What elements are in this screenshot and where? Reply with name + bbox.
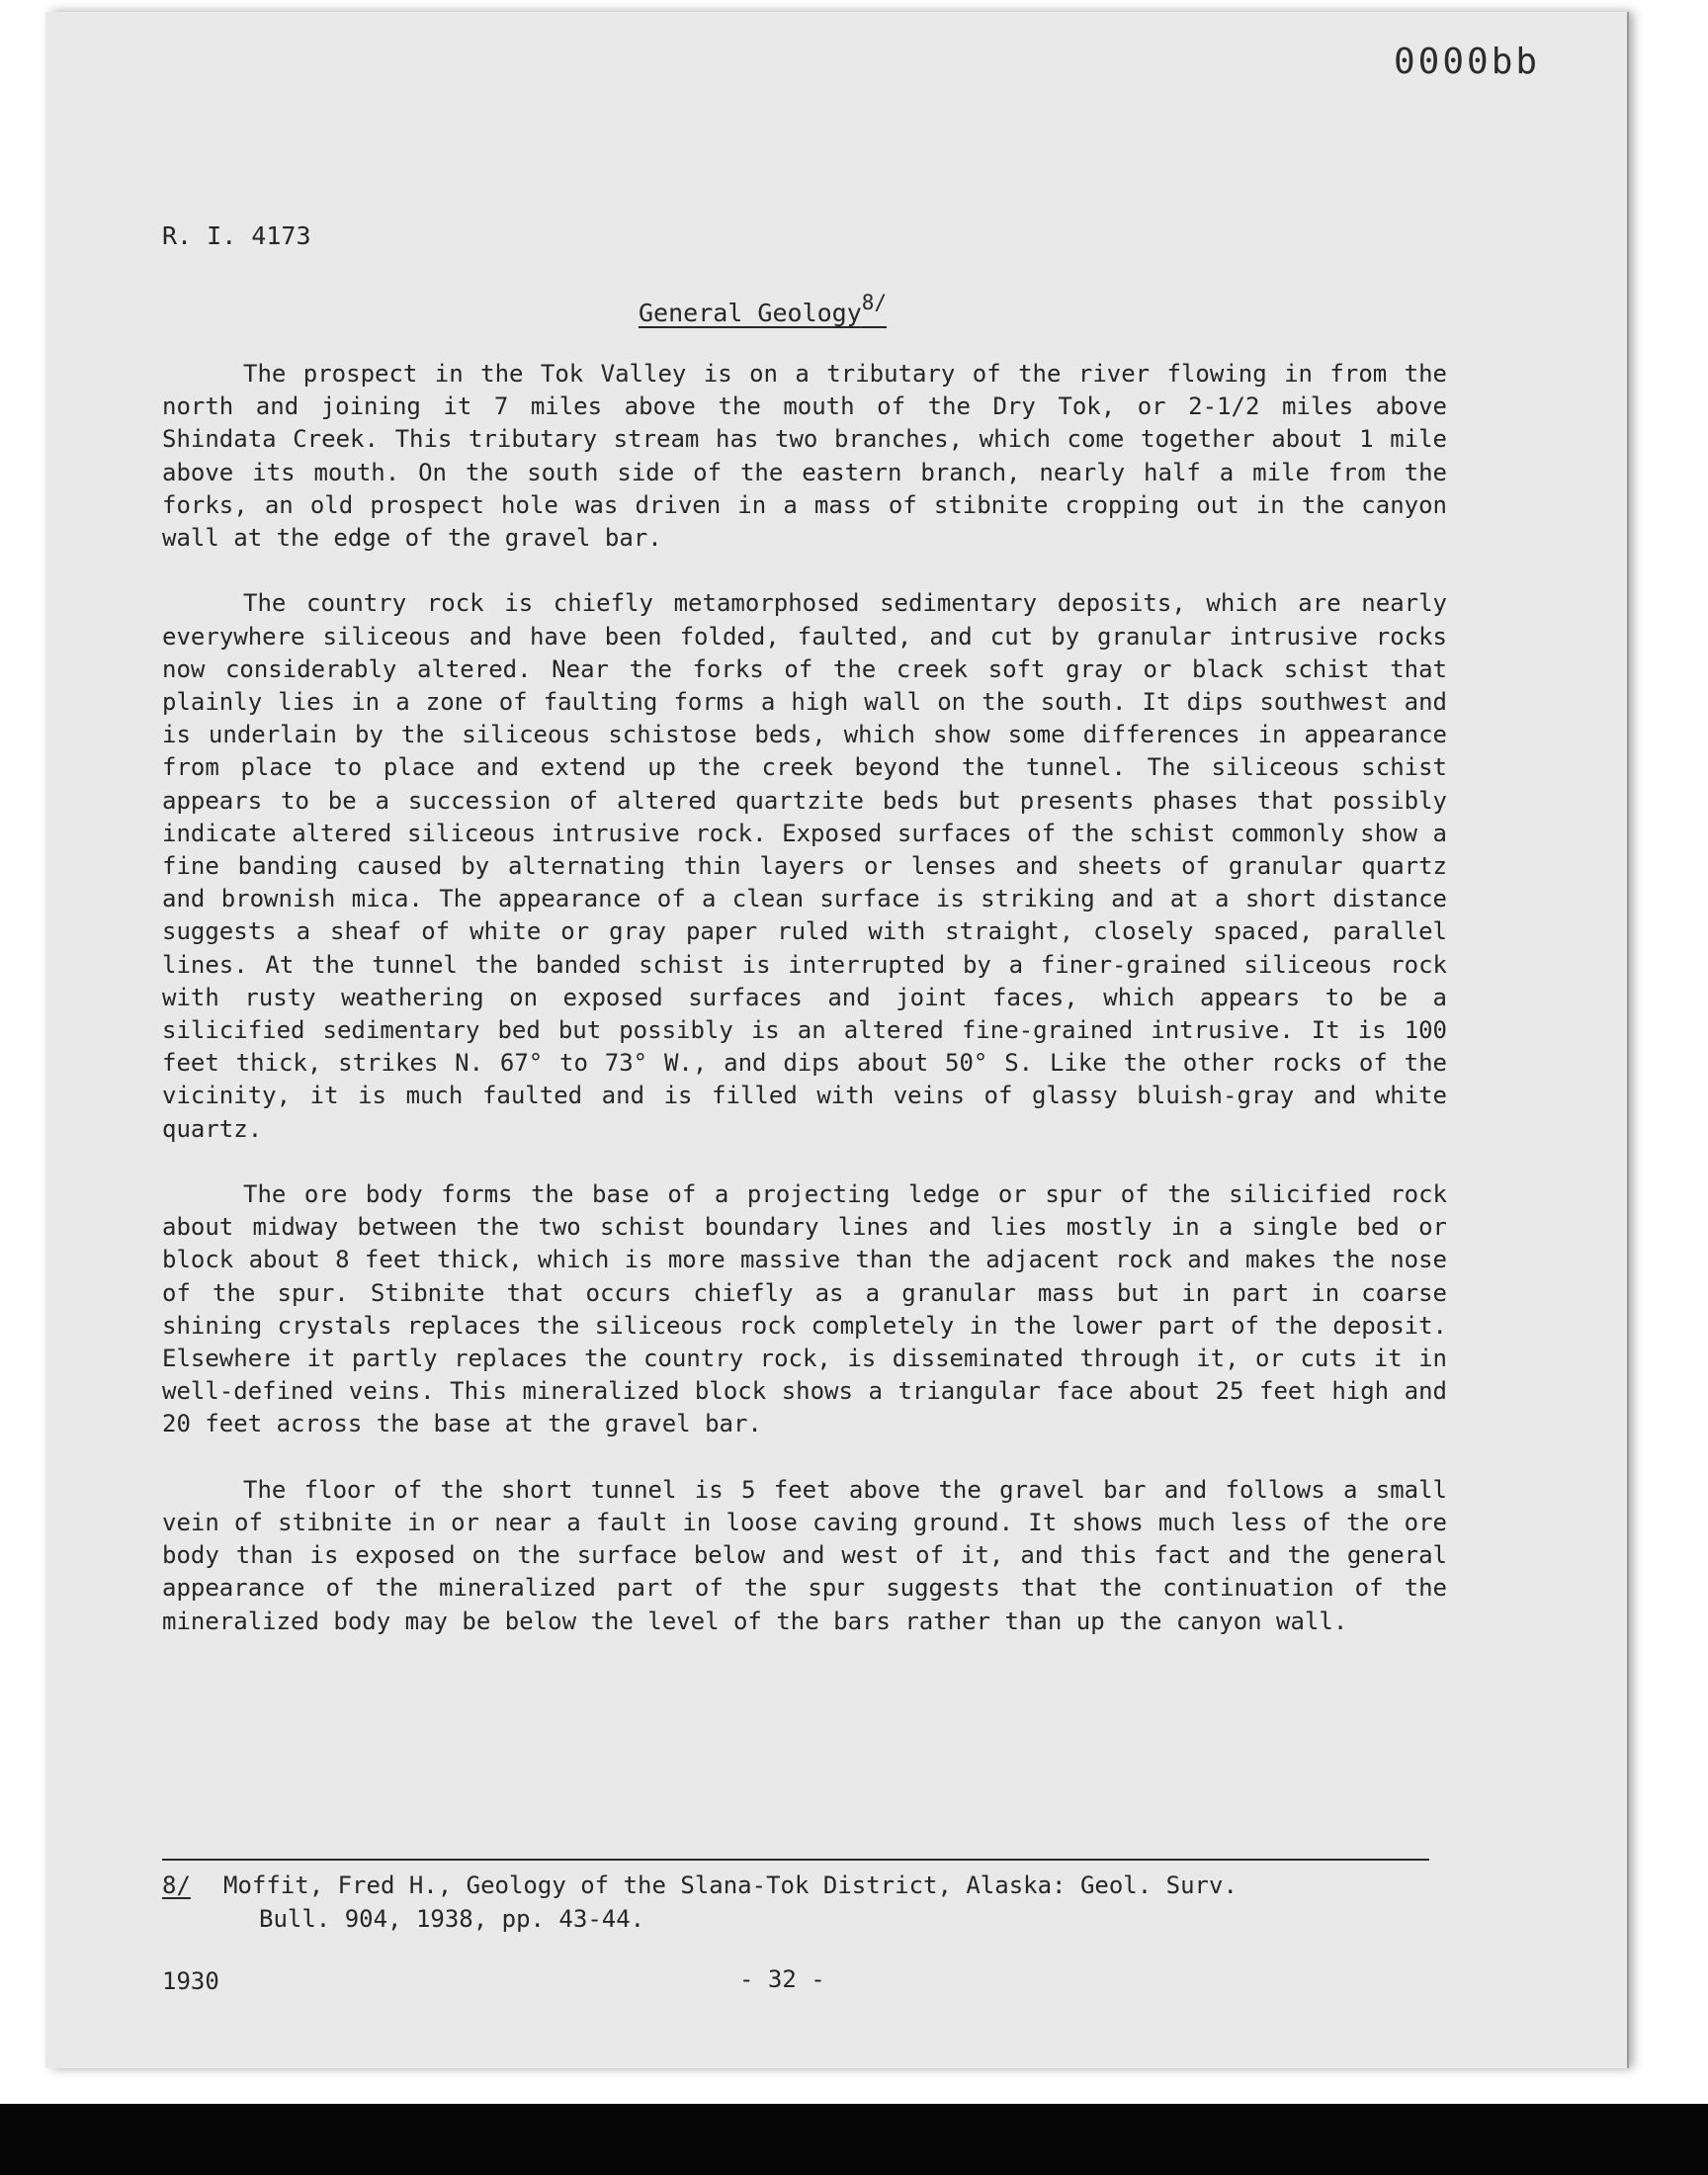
section-heading (639, 291, 887, 327)
page-number: - 32 - (739, 1965, 825, 1993)
footnote (162, 1869, 1427, 1936)
footnote-line-1: Moffit, Fred H., Geology of the Slana-Tok District, Alaska: Geol. Surv. (223, 1871, 1238, 1899)
heading-title: General Geology (639, 299, 862, 327)
footnote-divider (162, 1859, 1429, 1861)
body-text (162, 358, 1447, 1671)
report-id: R. I. 4173 (162, 221, 311, 250)
paragraph-2: The country rock is chiefly metamorphosed sedimentary deposits, which are nearly everywhere siliceous and have been folded, faulted, and cut by granular intrusive rocks now considerably altered. Near the forks of the creek soft gray or black schist that plainly lies in a zone of faulting forms a high wall on the south. It dips southwest and is underlain by the siliceous schistose beds, which show some differences in appearance from place to place and extend up the creek beyond the tunnel. The siliceous schist appears to be a succession of altered quartzite beds but presents phases that possibly indicate altered siliceous intrusive rock. Exposed surfaces of the schist commonly show a fine banding caused by alternating thin layers or lenses and sheets of granular quartz and brownish mica. The appearance of a clean surface is striking and at a short distance suggests a sheaf of white or gray paper ruled with straight, closely spaced, parallel lines. At the tunnel the banded schist is interrupted by a finer-grained siliceous rock with rusty weathering on exposed surfaces and joint faces, which appears to be a silicified sedimentary bed but possibly is an altered fine-grained intrusive. It is 100 feet thick, strikes N. 67° to 73° W., and dips about 50° S. Like the other rocks of the vicinity, it is much faulted and is filled with veins of glassy bluish-gray and white quartz. (162, 589, 1447, 1143)
footer-year: 1930 (162, 1967, 219, 1995)
footnote-line-2: Bull. 904, 1938, pp. 43-44. (259, 1905, 645, 1933)
paragraph-3: The ore body forms the base of a projecting ledge or spur of the silicified rock about midway between the two schist boundary lines and lies mostly in a single bed or block about 8 feet thick, which is more massive than the adjacent rock and makes the nose of the spur. Stibnite that occurs chiefly as a granular mass but in part in coarse shining crystals replaces the siliceous rock completely in the lower part of the deposit. Elsewhere it partly replaces the country rock, is disseminated through it, or cuts it in well-defined veins. This mineralized block shows a triangular face about 25 feet high and 20 feet across the base at the gravel bar. (162, 1180, 1447, 1438)
paragraph-1: The prospect in the Tok Valley is on a tributary of the river flowing in from the north and joining it 7 miles above the mouth of the Dry Tok, or 2-1/2 miles above Shindata Creek. This tributary stream has two branches, which come together about 1 mile above its mouth. On the south side of the eastern branch, nearly half a mile from the forks, an old prospect hole was driven in a mass of stibnite cropping out in the canyon wall at the edge of the gravel bar. (162, 360, 1447, 553)
footnote-mark: 8/ (162, 1871, 191, 1899)
paragraph-4: The floor of the short tunnel is 5 feet above the gravel bar and follows a small vein of stibnite in or near a fault in loose caving ground. It shows much less of the ore body than is exposed on the surface below and west of it, and this fact and the general appearance of the mineralized part of the spur suggests that the continuation of the mineralized body may be below the level of the bars rather than up the canyon wall. (162, 1475, 1447, 1635)
scan-bottom-edge (0, 2104, 1708, 2175)
heading-footnote-ref: 8/ (861, 291, 888, 314)
stamp-number: 0000bb (1394, 42, 1541, 82)
